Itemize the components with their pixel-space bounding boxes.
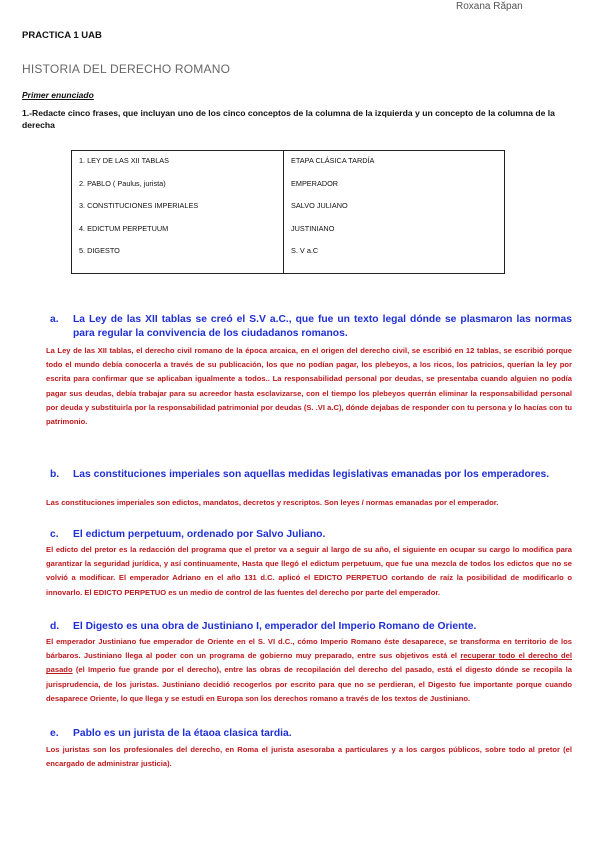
answer-letter: b. bbox=[50, 469, 60, 480]
table-cell: 2. PABLO ( Paulus, jurista) bbox=[79, 178, 166, 188]
answer-d-underlined-phrase: recuperar todo el derecho del pasado bbox=[46, 651, 573, 675]
answer-d-text-start: El emperador Justiniano fue emperador de Oriente en el S. VI d.C., cómo Imperio Romano éste desaparece, se transforma en territorio de los bárbaros. Justiniano llega al poder con un programa de gobierno muy preparado, entre sus objetivos está el bbox=[46, 637, 572, 661]
answer-d-text-end: (el Imperio fue grande por el derecho), entre las obras de recopilación del derecho del pasado, está el digesto dónde se recopila la jurisprudencia, de los juristas. Justiniano decidió recogerlos por escrito para que no se perdieran, el Digesto fue importante porque cuando desaparece Oriente, lo que llega y se estudi en Europa son los derechos romano a través de los textos de Justiniano. bbox=[46, 665, 572, 703]
answer-a-text: La Ley de las XII tablas, el derecho civil romano de la época arcaica, en el origen del derecho civil, se escribió en 12 tablas, se escribió porque todo el mundo debía conocerla a través de su publicación, los que no podían pagar, los plebeyos, a los ricos, los patricios, querían la ley por escrita para confirmar que se aplicaban igualmente a todos.. La responsabilidad personal por deudas, se presentaba cuando alguien no podía pagar sus deudas, debía trabajar para su acreedor hasta esclavizarse, con el tiempo los plebeyos querrán eliminar la responsabilidad personal por deuda y substituirla por la responsabilidad patrimonial por deudas (S. .VI a.C), dónde dejabas de responder con tu persona y lo hacías con tu patrimonio. bbox=[46, 346, 572, 427]
answer-a-heading bbox=[50, 313, 572, 341]
answer-e-text: Los juristas son los profesionales del derecho, en Roma el jurista asesoraba a particulares y a los cargos públicos, sobre todo al pretor (el encargado de administrar justicia). bbox=[46, 745, 572, 769]
table-cell: SALVO JULIANO bbox=[291, 201, 348, 210]
answer-letter: e. bbox=[50, 728, 59, 739]
answer-letter: c. bbox=[50, 529, 59, 540]
table-cell: 5. DIGESTO bbox=[79, 246, 120, 255]
table-cell: EMPERADOR bbox=[291, 178, 339, 188]
answer-question: Las constituciones imperiales son aquellas medidas legislativas emanadas por los emperadores. bbox=[73, 469, 550, 480]
answer-d-text bbox=[46, 635, 572, 706]
answer-question: El Digesto es una obra de Justiniano I, emperador del Imperio Romano de Oriente. bbox=[73, 621, 477, 632]
answer-b-text: Las constituciones imperiales son edictos, mandatos, decretos y rescriptos. Son leyes / normas emanadas por el emperador. bbox=[46, 498, 499, 507]
section-label: Primer enunciado bbox=[22, 90, 94, 100]
concepts-right-column bbox=[284, 151, 504, 273]
answer-letter: a. bbox=[50, 314, 59, 325]
table-cell: 3. CONSTITUCIONES IMPERIALES bbox=[79, 201, 199, 210]
answer-d-heading bbox=[50, 620, 572, 634]
answer-b-heading bbox=[50, 468, 572, 482]
answer-question: Pablo es un jurista de la étaoa clasica tardia. bbox=[73, 728, 292, 739]
answer-question: La Ley de las XII tablas se creó el S.V a.C., que fue un texto legal dónde se plasmaron las normas para regular la convivencia de los ciudadanos romanos. bbox=[73, 314, 572, 339]
table-cell: 4. EDICTUM PERPETUUM bbox=[79, 223, 169, 233]
table-cell: 1. LEY DE LAS XII TABLAS bbox=[79, 156, 170, 165]
table-cell: JUSTINIANO bbox=[291, 223, 335, 233]
answer-e-heading bbox=[50, 727, 572, 741]
table-cell: S. V a.C bbox=[291, 246, 319, 255]
answer-question: El edictum perpetuum, ordenado por Salvo Juliano. bbox=[73, 529, 326, 540]
document-title: PRACTICA 1 UAB bbox=[22, 30, 102, 41]
table-cell: ETAPA CLÁSICA TARDÍA bbox=[291, 156, 375, 165]
instruction-text: 1.-Redacte cinco frases, que incluyan uno de los cinco conceptos de la columna de la izquierda y un concepto de la columna de la derecha bbox=[22, 108, 555, 130]
answer-c-heading bbox=[50, 528, 572, 542]
concepts-table bbox=[71, 150, 505, 274]
document-subtitle: HISTORIA DEL DERECHO ROMANO bbox=[22, 62, 231, 76]
author-name: Roxana Răpan bbox=[456, 1, 523, 12]
concepts-left-column bbox=[72, 151, 284, 273]
answer-letter: d. bbox=[50, 621, 60, 632]
answer-c-text: El edicto del pretor es la redacción del programa que el pretor va a seguir al largo de su año, el siguiente en ocupar su cargo lo modifica para garantizar la seguridad jurídica, y así continuamente, Hasta que llegó el edictum perpetuum, que fue una mezcla de todos los edictos que no se volvió a modificar. El emperador Adriano en el año 131 d.C. aplicó el EDICTO PERPETUO cortando de raíz la posibilidad de modificarlo o innovarlo. El EDICTO PERPETUO es un medio de control de las fuentes del derecho por parte del emperador. bbox=[46, 545, 572, 597]
